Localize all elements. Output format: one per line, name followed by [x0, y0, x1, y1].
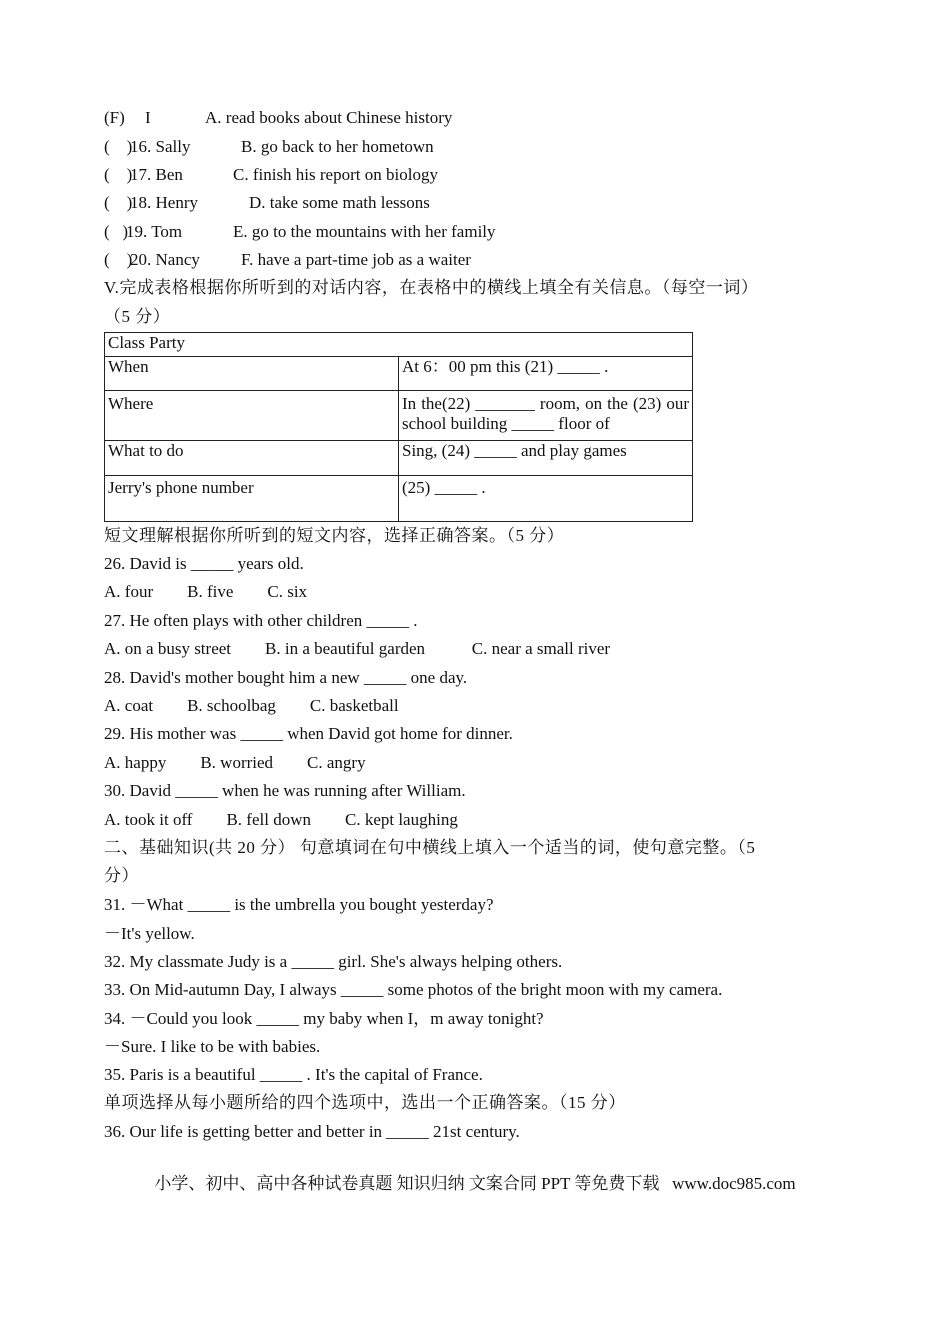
match-name: I [145, 108, 151, 127]
class-party-table [104, 332, 693, 522]
match-bracket: ( ) [104, 222, 129, 241]
match-option: A. read books about Chinese history [205, 108, 453, 127]
question-line: 29. His mother was _____ when David got home for dinner. [104, 724, 513, 743]
table-label-when: When [105, 357, 399, 391]
match-bracket: ( ) [104, 165, 133, 184]
options-line: A. coat B. schoolbag C. basketball [104, 696, 399, 715]
options-line: A. took it off B. fell down C. kept laughing [104, 810, 458, 829]
match-option: B. go back to her hometown [241, 137, 434, 156]
table-label-what: What to do [105, 441, 399, 476]
section5-points: （5 分） [104, 307, 171, 326]
table-value-phone: (25) _____ . [399, 476, 693, 522]
options-line: A. four B. five C. six [104, 582, 308, 601]
answer-line: －Sure. I like to be with babies. [104, 1037, 321, 1056]
question-line: 31. －What _____ is the umbrella you bought yesterday? [104, 895, 494, 914]
table-value-when: At 6：00 pm this (21) _____ . [399, 357, 693, 391]
match-option: C. finish his report on biology [233, 165, 438, 184]
basics-heading-cont: 分） [104, 866, 139, 885]
table-label-where: Where [105, 391, 399, 441]
table-value-what: Sing, (24) _____ and play games [399, 441, 693, 476]
question-line: 35. Paris is a beautiful _____ . It's the capital of France. [104, 1065, 483, 1084]
page-footer: 小学、初中、高中各种试卷真题 知识归纳 文案合同 PPT 等免费下载 www.doc985.com [154, 1174, 796, 1193]
choice-instruction: 单项选择从每小题所给的四个选项中，选出一个正确答案。（15 分） [104, 1093, 626, 1112]
question-line: 36. Our life is getting better and better in _____ 21st century. [104, 1122, 520, 1141]
match-option: F. have a part-time job as a waiter [241, 250, 471, 269]
match-name: 18. Henry [130, 193, 198, 212]
match-name: 17. Ben [130, 165, 183, 184]
table-label-phone: Jerry's phone number [105, 476, 399, 522]
match-bracket: ( ) [104, 193, 133, 212]
match-name: 16. Sally [130, 137, 191, 156]
match-bracket: ( ) [104, 250, 133, 269]
match-name: 20. Nancy [130, 250, 200, 269]
question-line: 27. He often plays with other children _____ . [104, 611, 418, 630]
question-line: 30. David _____ when he was running after William. [104, 781, 466, 800]
match-bracket: ( ) [104, 137, 133, 156]
reading-instruction: 短文理解根据你所听到的短文内容，选择正确答案。（5 分） [104, 526, 565, 545]
question-line: 28. David's mother bought him a new _____ one day. [104, 668, 468, 687]
question-line: 26. David is _____ years old. [104, 554, 304, 573]
table-title: Class Party [105, 333, 693, 357]
table-value-where: In the(22) _______ room, on the (23) our school building _____ floor of [399, 391, 693, 441]
question-line: 33. On Mid-autumn Day, I always _____ some photos of the bright moon with my camera. [104, 980, 723, 999]
basics-heading: 二、基础知识(共 20 分） 句意填词在句中横线上填入一个适当的词，使句意完整。（5 [104, 838, 756, 857]
section5-instruction: V.完成表格根据你所听到的对话内容，在表格中的横线上填全有关信息。（每空一词） [104, 278, 759, 297]
match-name: 19. Tom [126, 222, 183, 241]
match-option: D. take some math lessons [249, 193, 430, 212]
question-line: 32. My classmate Judy is a _____ girl. She's always helping others. [104, 952, 563, 971]
options-line: A. happy B. worried C. angry [104, 753, 366, 772]
match-option: E. go to the mountains with her family [233, 222, 496, 241]
answer-line: －It's yellow. [104, 924, 195, 943]
question-line: 34. －Could you look _____ my baby when I，m away tonight? [104, 1009, 544, 1028]
options-line: A. on a busy street B. in a beautiful garden C. near a small river [104, 639, 611, 658]
match-bracket: (F) [104, 108, 125, 127]
